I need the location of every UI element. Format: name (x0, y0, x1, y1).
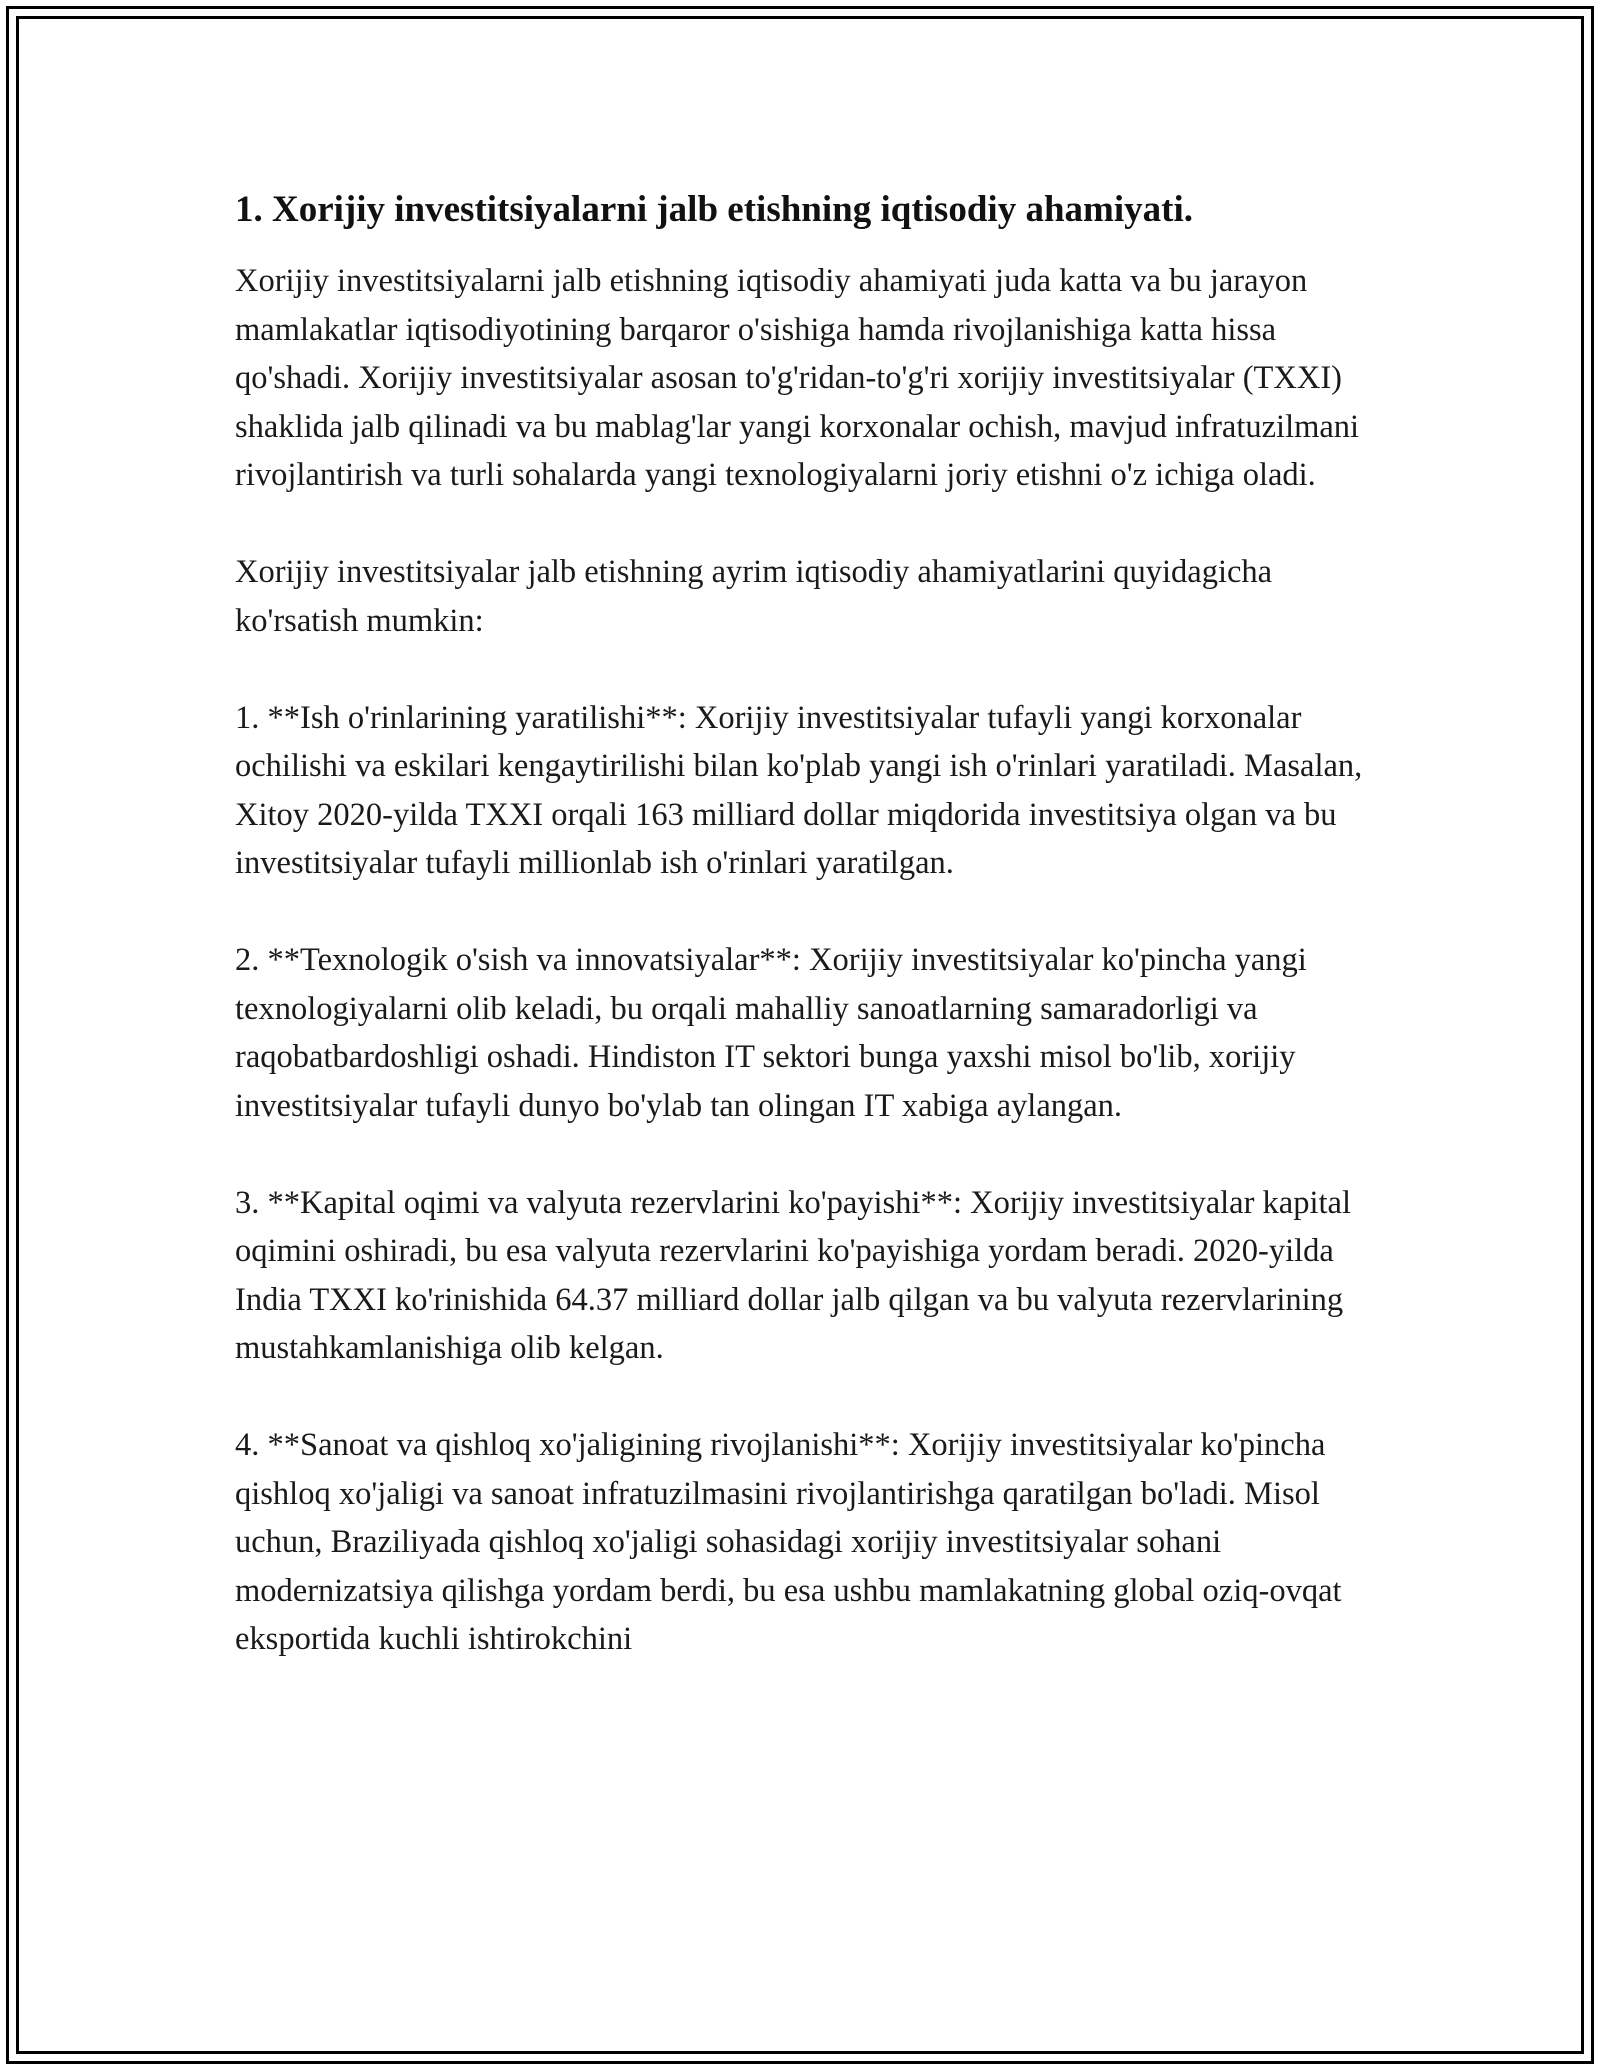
paragraph-spacer (235, 1373, 1385, 1422)
paragraph-spacer (235, 1130, 1385, 1179)
paragraph-spacer (235, 645, 1385, 694)
list-item-capital: 3. **Kapital oqimi va valyuta rezervlarini ko'payishi**: Xorijiy investitsiyalar kapital oqimini oshiradi, bu esa valyuta rezervlarini ko'payishiga yordam beradi. 2020-yilda India TXXI ko'rinishida 64.37 milliard dollar jalb qilgan va bu valyuta rezervlarining mustahkamlanishiga olib kelgan. (235, 1184, 1351, 1366)
list-item-industry: 4. **Sanoat va qishloq xo'jaligining rivojlanishi**: Xorijiy investitsiyalar ko'pincha qishloq xo'jaligi va sanoat infratuzilmasini rivojlantirishga qaratilgan bo'ladi. Misol uchun, Braziliyada qishloq xo'jaligi sohasidagi xorijiy investitsiyalar sohani modernizatsiya qilishga yordam berdi, bu esa ushbu mamlakatning global oziq-ovqat eksportida kuchli ishtirokchini (235, 1427, 1342, 1657)
list-intro-paragraph: Xorijiy investitsiyalar jalb etishning ayrim iqtisodiy ahamiyatlarini quyidagicha ko'rsatish mumkin: (235, 554, 1273, 639)
paragraph-spacer (235, 500, 1385, 549)
section-heading: 1. Xorijiy investitsiyalarni jalb etishning iqtisodiy ahamiyati. (235, 189, 1193, 230)
list-item-technology: 2. **Texnologik o'sish va innovatsiyalar**: Xorijiy investitsiyalar ko'pincha yangi texnologiyalarni olib keladi, bu orqali mahalliy sanoatlarning samaradorligi va raqobatbardoshligi oshadi. Hindiston IT sektori bunga yaxshi misol bo'lib, xorijiy investitsiyalar tufayli dunyo bo'ylab tan olingan IT xabiga aylangan. (235, 942, 1307, 1124)
document-body (235, 185, 1385, 1664)
intro-paragraph: Xorijiy investitsiyalarni jalb etishning iqtisodiy ahamiyati juda katta va bu jarayon mamlakatlar iqtisodiyotining barqaror o'sishiga hamda rivojlanishiga katta hissa qo'shadi. Xorijiy investitsiyalar asosan to'g'ridan-to'g'ri xorijiy investitsiyalar (TXXI) shaklida jalb qilinadi va bu mablag'lar yangi korxonalar ochish, mavjud infratuzilmani rivojlantirish va turli sohalarda yangi texnologiyalarni joriy etishni o'z ichiga oladi. (235, 263, 1360, 493)
paragraph-spacer (235, 888, 1385, 937)
list-item-jobs: 1. **Ish o'rinlarining yaratilishi**: Xorijiy investitsiyalar tufayli yangi korxonalar ochilishi va eskilari kengaytirilishi bilan ko'plab yangi ish o'rinlari yaratiladi. Masalan, Xitoy 2020-yilda TXXI orqali 163 milliard dollar miqdorida investitsiya olgan va bu investitsiyalar tufayli millionlab ish o'rinlari yaratilgan. (235, 699, 1363, 881)
